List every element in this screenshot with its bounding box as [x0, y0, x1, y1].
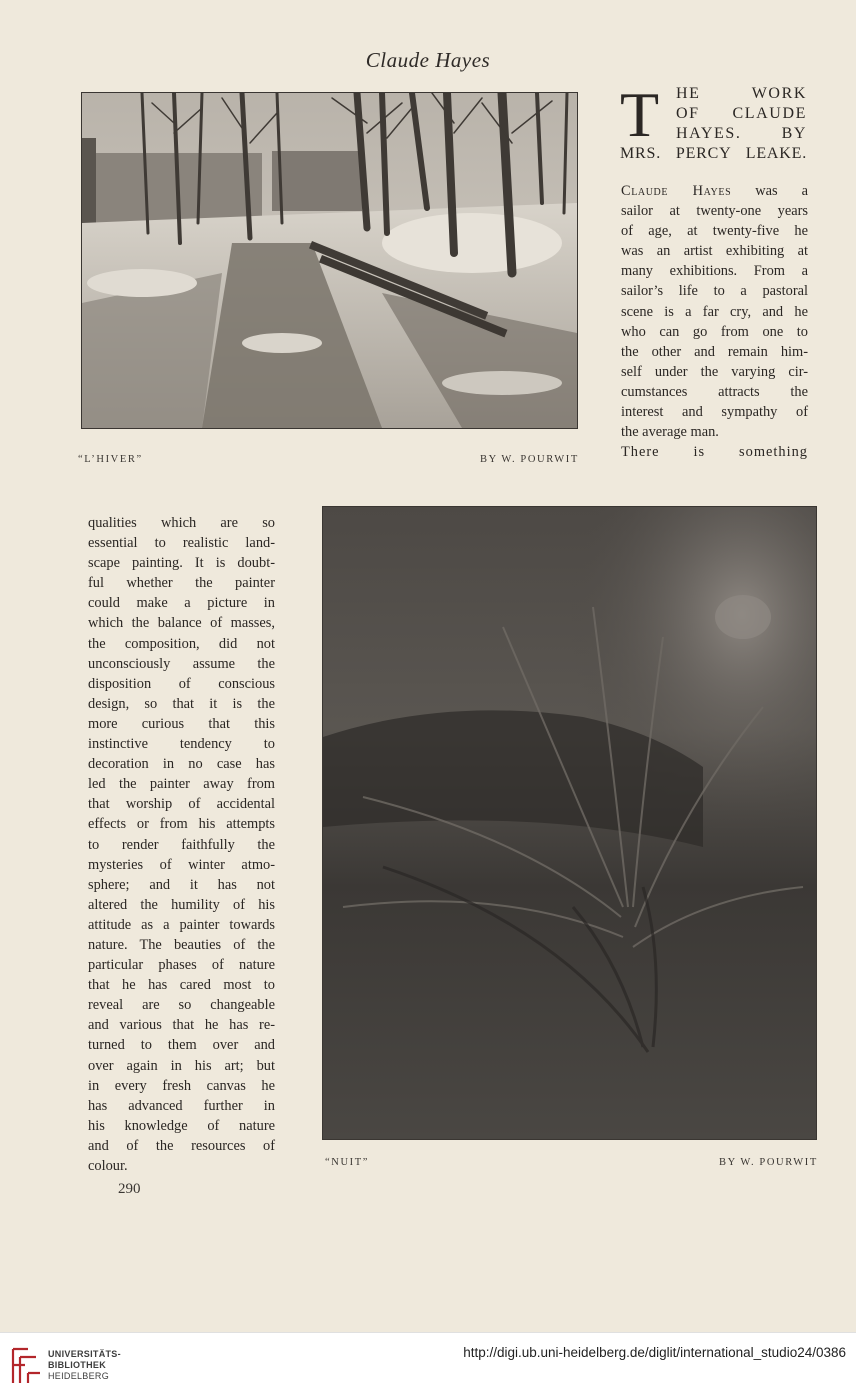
right-col-line: of age, at twenty-five he	[621, 223, 808, 240]
right-col-line: who can go from one to	[621, 323, 808, 340]
plate-lhiver-caption-artist: BY W. POURWIT	[480, 454, 579, 465]
right-col-line: the average man.	[621, 424, 719, 441]
right-column-text	[621, 181, 808, 462]
title-line-3: HAYES. BY	[676, 125, 807, 142]
right-col-line: Claude Hayes was a	[621, 183, 808, 199]
left-col-line: attitude as a painter towards	[88, 916, 275, 933]
left-col-line: in every fresh canvas he	[88, 1077, 275, 1094]
source-url-link[interactable]: http://digi.ub.uni-heidelberg.de/diglit/international_studio24/0386	[463, 1345, 846, 1360]
right-col-line: was an artist exhibiting at	[621, 243, 808, 260]
left-col-line: turned to them over and	[88, 1037, 275, 1054]
left-col-line: his knowledge of nature	[88, 1117, 275, 1134]
left-col-line: ful whether the painter	[88, 575, 275, 592]
lead-smallcaps: Claude Hayes	[621, 183, 732, 199]
library-logo-text	[48, 1349, 121, 1382]
night-painting-image	[323, 507, 816, 1139]
left-col-line: to render faithfully the	[88, 836, 275, 853]
logo-line-3: HEIDELBERG	[48, 1371, 110, 1381]
title-line-2: OF CLAUDE	[676, 105, 807, 122]
left-col-line: mysteries of winter atmo-	[88, 856, 275, 873]
left-col-line: could make a picture in	[88, 595, 275, 612]
drop-cap: T	[620, 79, 660, 150]
left-col-line: led the painter away from	[88, 776, 275, 793]
left-col-line: effects or from his attempts	[88, 816, 275, 833]
plate-lhiver	[81, 92, 578, 429]
right-col-line: self under the varying cir-	[621, 363, 808, 380]
left-col-line: more curious that this	[88, 715, 275, 732]
plate-nuit-caption-title: “NUIT”	[325, 1157, 369, 1168]
winter-painting-image	[82, 93, 577, 428]
left-col-line: the composition, did not	[88, 635, 275, 652]
title-line-4: MRS. PERCY LEAKE.	[620, 145, 807, 162]
right-col-line: many exhibitions. From a	[621, 263, 808, 280]
title-line-1: HE WORK	[676, 85, 807, 102]
right-col-line: sailor at twenty-one years	[621, 203, 808, 220]
left-col-line: instinctive tendency to	[88, 736, 275, 753]
left-col-line: sphere; and it has not	[88, 876, 275, 893]
plate-nuit-caption-artist: BY W. POURWIT	[719, 1157, 818, 1168]
left-col-line: decoration in no case has	[88, 756, 275, 773]
left-col-line: design, so that it is the	[88, 695, 275, 712]
left-col-line: over again in his art; but	[88, 1057, 275, 1074]
article-title	[620, 79, 810, 174]
left-col-line: colour.	[88, 1158, 128, 1174]
left-col-line: scape painting. It is doubt-	[88, 555, 275, 572]
left-col-line: which the balance of masses,	[88, 615, 275, 632]
left-col-line: that he has cared most to	[88, 977, 275, 994]
library-logo-icon	[10, 1343, 44, 1392]
left-col-line: altered the humility of his	[88, 896, 275, 913]
left-col-line: reveal are so changeable	[88, 997, 275, 1014]
plate-nuit	[322, 506, 817, 1140]
running-head: Claude Hayes	[365, 48, 491, 72]
left-col-line: and of the resources of	[88, 1137, 275, 1154]
left-col-line: qualities which are so	[88, 515, 275, 531]
page-number: 290	[118, 1181, 141, 1197]
right-col-line: the other and remain him-	[621, 343, 808, 360]
left-col-line: and various that he has re-	[88, 1017, 275, 1034]
plate-lhiver-caption-title: “L’HIVER”	[78, 454, 143, 465]
right-col-line: interest and sympathy of	[621, 404, 808, 421]
digitization-footer	[0, 1332, 856, 1395]
right-col-line: cumstances attracts the	[621, 383, 808, 400]
left-col-line: disposition of conscious	[88, 675, 275, 692]
left-col-line: that worship of accidental	[88, 796, 275, 813]
right-col-line: sailor’s life to a pastoral	[621, 283, 808, 300]
left-col-line: has advanced further in	[88, 1097, 275, 1114]
left-col-line: particular phases of nature	[88, 957, 275, 974]
left-col-line: essential to realistic land-	[88, 535, 275, 552]
logo-line-1: UNIVERSITÄTS-	[48, 1349, 121, 1359]
right-col-line: There is something	[621, 444, 808, 461]
left-col-line: unconsciously assume the	[88, 655, 275, 672]
left-col-line: nature. The beauties of the	[88, 936, 275, 953]
right-col-line: scene is a far cry, and he	[621, 303, 808, 320]
left-column-text	[88, 513, 275, 1176]
logo-line-2: BIBLIOTHEK	[48, 1360, 106, 1370]
